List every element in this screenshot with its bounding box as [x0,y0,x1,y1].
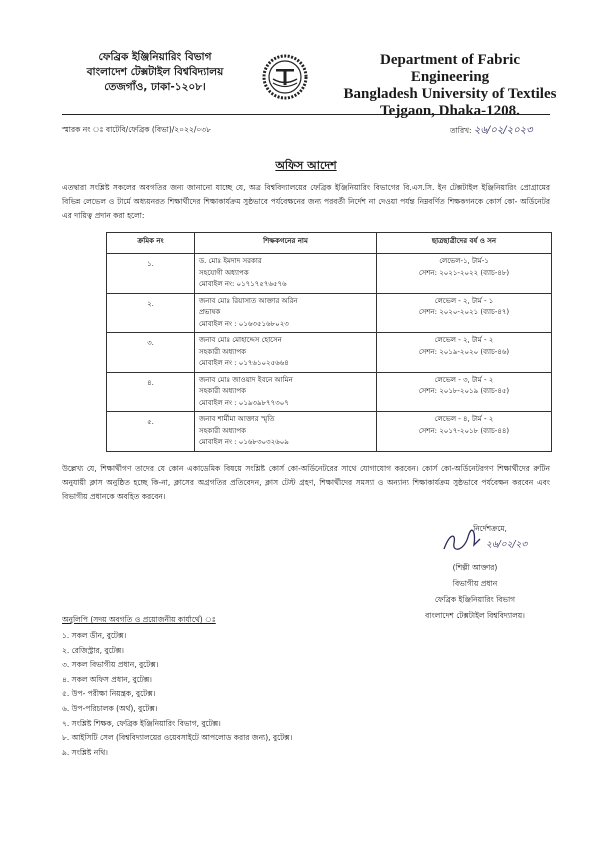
bn-univ-name: বাংলাদেশ টেক্সটাইল বিশ্ববিদ্যালয় [86,66,224,78]
table-row [107,412,552,452]
signatory-role: বিভাগীয় প্রধান [452,579,498,588]
table-row [107,293,552,333]
list-item: ৮. আইসিটি সেল (বিশ্ববিদ্যালয়ের ওয়েবসাইটে আপলোড করার জন্য), বুটেক্স। [62,733,293,743]
session: সেশন: ২০১৯-২০২০ (ব্যাচ-৪৬) [418,347,510,356]
signature-date: ২৬/০২/২৩ [486,540,528,550]
list-item: ৬. উপ-পরিচালক (অর্থ), বুটেক্স। [62,703,158,713]
teacher-name: জনাব মোঃ জাওয়াদ ইবনে আমিন [199,375,293,384]
signatory-name: (শিল্পী আক্তার) [452,563,498,572]
teacher-mobile: মোবাইল নং: ০১৭১৭৫৭৬৫৭৬ [199,280,287,288]
level-term: লেভেল - ৩, টার্ম - ২ [434,375,494,384]
table-header-row [107,233,552,254]
session: সেশন: ২০১৭-২০১৮ (ব্যাচ-৪৪) [418,426,510,435]
office-order-title: অফিস আদেশ [275,159,337,172]
teacher-name: ড. মোঃ ইমদাদ সরকার [199,257,262,265]
teacher-mobile: মোবাইল নং : ০১৬৩৫১৬৮০২৩ [199,319,289,328]
header-level-session: ছাত্রছাত্রীদের বর্ষ ও সন [377,233,552,254]
teacher-name: জনাব মোঃ মোহাদ্দেস হোসেন [199,336,282,344]
note-paragraph: উল্লেখ্য যে, শিক্ষার্থীগণ তাদের যে কোন একাডেমিক বিষয়ে সংশ্লিষ্ট কোর্স কো-অর্ডিনেটরের সাথে যোগাযোগ করবেন। কোর্স কো-অর্ডিনেটরগণ শিক্ষার্থীদের রুটিন অনুযায়ী ক্লাস অনুষ্ঠিত হচ্ছে কি-না, ক্লাসের অগ্রগতির প্রতিবেদন, ক্লাস টেস্ট গ্রহণ, শিক্ষার্থীদের সমস্যা ও অন্যান্য শিক্ষাকার্যক্রম সুষ্ঠভাবে পর্যবেক্ষন করবেন এবং বিভাগীয় প্রধানকে অবহিত করবেন। [62,464,550,501]
header-serial: ক্রমিক নং [107,233,195,254]
row-level-session [377,254,552,294]
en-department-header [340,52,560,120]
session: সেশন: ২০২০-২০২১ (ব্যাচ-৪৭) [418,308,510,316]
row-teacher [195,254,377,294]
teacher-mobile: মোবাইল নং : ০১৬৮৩০৩২৬০৯ [199,438,289,446]
row-serial: ১. [107,254,195,294]
level-term: লেভেল - ২, টার্ম - ১ [434,296,494,305]
en-univ-name: Bangladesh University of Textiles [343,86,557,102]
copy-list [62,629,462,760]
copy-heading: অনুলিপি (সদয় অবগতি ও প্রয়োজনীয় কার্যার্থে) ঃ [62,615,216,624]
teacher-designation: সহকারী অধ্যাপক [199,347,247,356]
header-divider [62,114,550,115]
row-serial: ৫. [107,412,195,452]
signature-block [400,522,550,622]
memo-reference: স্মারক নং ঃ বাটেবি/ফেব্রিক (বিভা)/২০২২/০৩৮ [62,125,211,134]
list-item: ৪. সকল অফিস প্রধান, বুটেক্স। [62,674,152,684]
session: সেশন: ২০১৮-২০১৯ (ব্যাচ-৪৫) [418,387,510,395]
row-level-session [377,293,552,333]
handwritten-signature [400,535,550,561]
memo-date [450,123,533,140]
date-value: ২৬/০২/২০২৩ [473,125,533,136]
teacher-designation: সহযোগী অধ্যাপক [199,268,249,277]
date-label: তারিখ: [450,126,472,135]
en-dept-name: Department of Fabric Engineering [380,52,520,85]
row-teacher [195,293,377,333]
list-item: ২. রেজিস্ট্রার, বুটেক্স। [62,645,124,655]
list-item: ৩. সকল বিভাগীয় প্রধান, বুটেক্স। [62,660,159,670]
table-row [107,372,552,412]
header-teacher-name: শিক্ষকগনের নাম [195,233,377,254]
bn-address: তেজগাঁও, ঢাকা-১২০৮। [104,81,206,93]
row-teacher [195,372,377,412]
row-level-session [377,333,552,373]
row-serial: ৩. [107,333,195,373]
coordinator-table [106,232,552,452]
bn-dept-name: ফেব্রিক ইঞ্জিনিয়ারিং বিভাগ [98,51,212,63]
copy-distribution [62,615,462,760]
teacher-designation: সহকারী অধ্যাপক [199,426,247,435]
list-item: ৯. সংশ্লিষ্ট নথি। [62,747,108,757]
teacher-name: জনাব মোঃ রিয়াসাত আক্তার অরিন [199,296,298,305]
row-level-session [377,372,552,412]
row-serial: ২. [107,293,195,333]
teacher-mobile: মোবাইল নং : ০১৭৬১০২৫৬৬৪ [199,359,289,367]
bn-department-header [60,50,250,95]
teacher-designation: প্রভাষক [199,308,221,316]
row-level-session [377,412,552,452]
teacher-mobile: মোবাইল নং : ০১৯৩৯৮৭৭৩০৭ [199,398,289,407]
signatory-dept: ফেব্রিক ইঞ্জিনিয়ারিং বিভাগ [434,595,516,604]
order-text: নির্দেশক্রমে, [473,524,507,533]
level-term: লেভেল - ৪, টার্ম - ২ [434,415,494,423]
session: সেশন: ২০২১-২০২২ (ব্যাচ-৪৮) [418,268,510,277]
list-item: ৫. উপ- পরীক্ষা নিয়ন্ত্রক, বুটেক্স। [62,689,156,699]
teacher-designation: সহকারী অধ্যাপক [199,387,247,395]
row-serial: ৪. [107,372,195,412]
table-row [107,333,552,373]
level-term: লেভেল - ২, টার্ম - ২ [434,336,494,344]
teacher-name: জনাব শার্মীমা আক্তার স্মৃতি [199,415,275,423]
table-row [107,254,552,294]
row-teacher [195,412,377,452]
signatory-univ: বাংলাদেশ টেক্সটাইল বিশ্ববিদ্যালয়। [425,611,525,620]
row-teacher [195,333,377,373]
list-item: ৭. সংশ্লিষ্ট শিক্ষক, ফেব্রিক ইঞ্জিনিয়ারিং বিভাগ, বুটেক্স। [62,718,221,728]
list-item: ১. সকল ডীন, বুটেক্স। [62,631,127,640]
level-term: লেভেল-১, টার্ম-১ [439,257,489,265]
en-address: Tejgaon, Dhaka-1208. [380,103,520,119]
university-logo [262,52,308,102]
intro-paragraph: এতদ্বারা সংশ্লিষ্ট সকলের অবগতির জন্য জানানো যাচ্ছে যে, অত্র বিশ্ববিদ্যালয়ের ফেব্রিক ইঞ্জিনিয়ারিং বিভাগের বি.এস.সি. ইন টেক্সটাইল ইঞ্জিনিয়ারিং প্রোগ্রামের বিভিন্ন লেভেল ও টার্মে অধ্যয়নরত শিক্ষার্থীদের শিক্ষাকার্যক্রম সুষ্ঠভাবে পর্যবেক্ষনের জন্য পরবর্তী নির্দেশ না দেওয়া পর্যন্ত নিম্নবর্ণিত শিক্ষকগনকে কোর্স কো- অর্ডিনেটর এর দায়িত্ব প্রদান করা হলো: [62,183,550,220]
